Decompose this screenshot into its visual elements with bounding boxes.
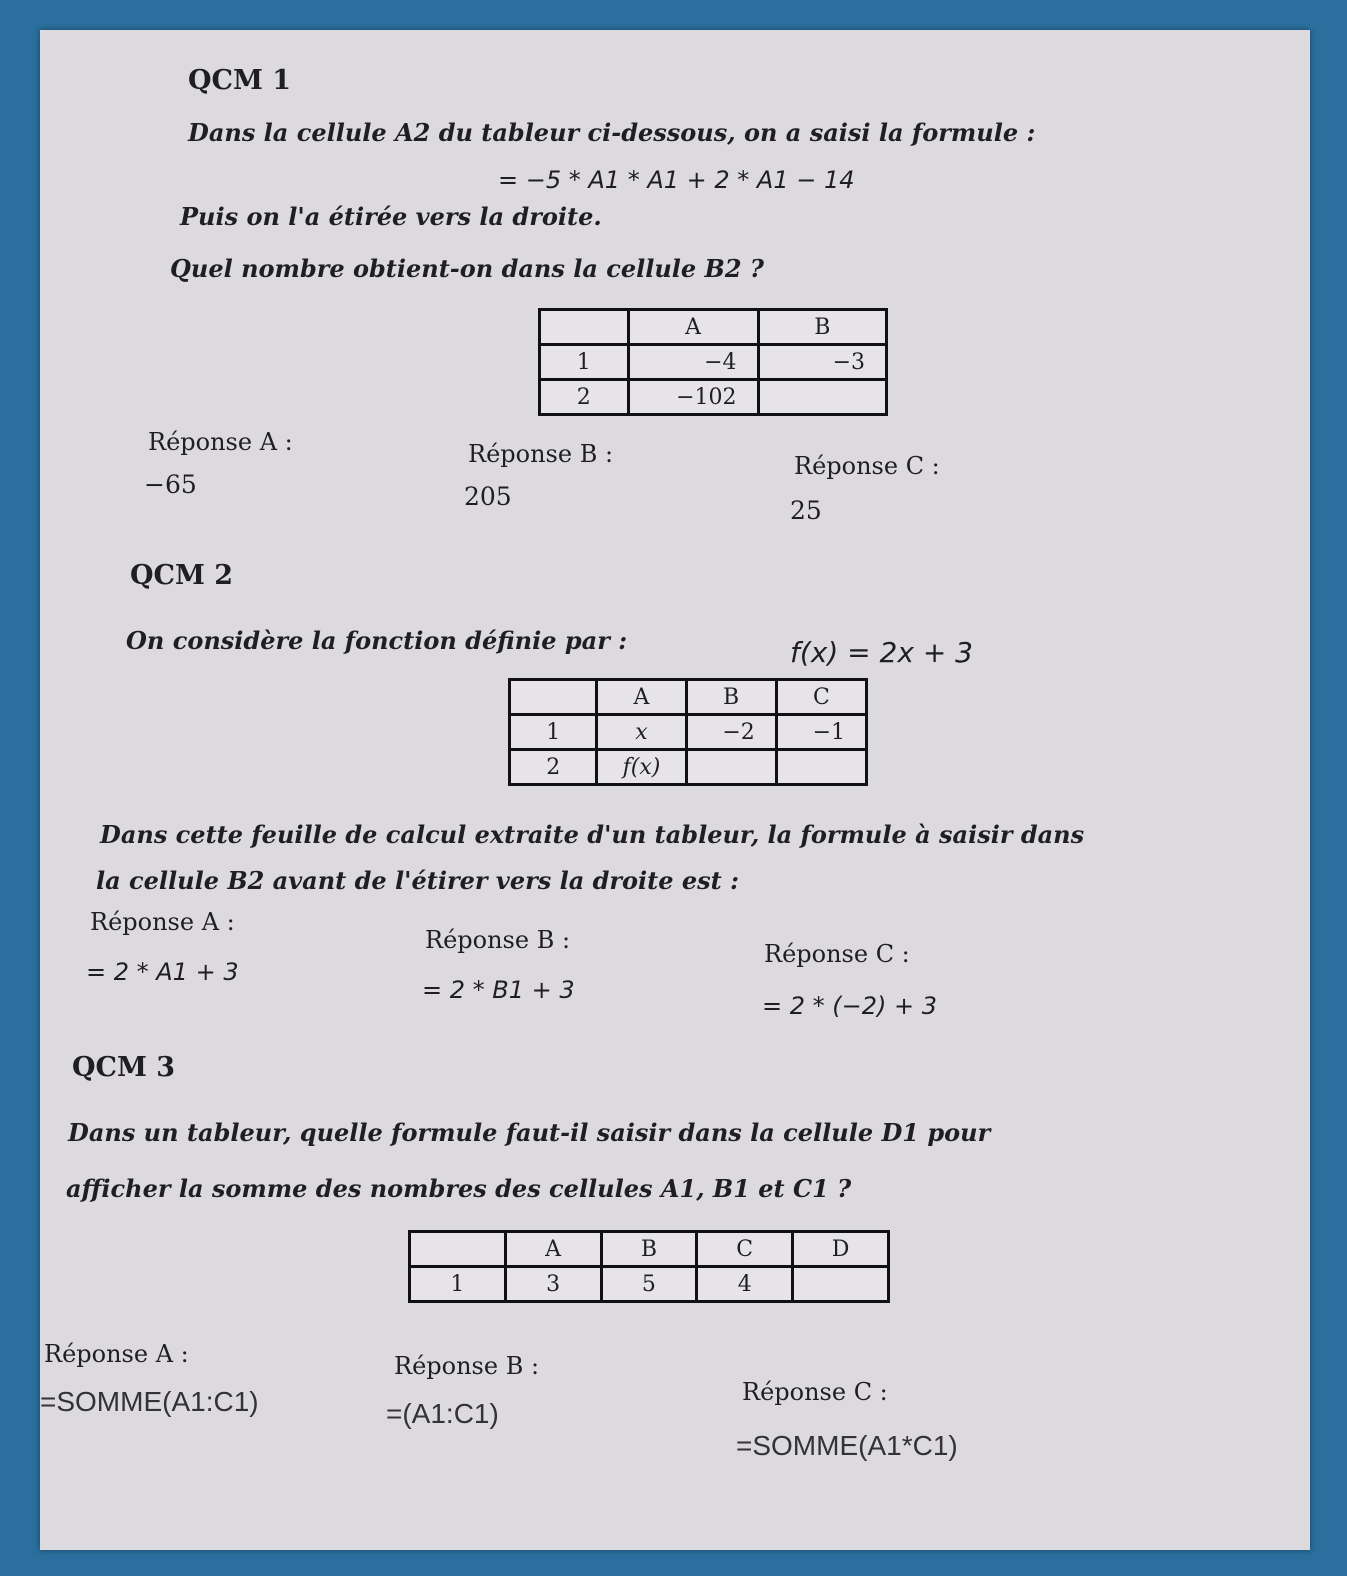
row-header: 1 [540,345,629,380]
qcm1-spreadsheet-table [538,308,888,416]
table-header: A [628,310,758,345]
qcm1-question: Quel nombre obtient-on dans la cellule B2 ? [170,254,764,283]
table-row [510,680,867,715]
table-cell: −1 [776,715,866,750]
row-header: 2 [510,750,597,785]
table-cell: f(x) [597,750,686,785]
table-header: C [697,1232,793,1267]
table-cell: 5 [601,1267,697,1302]
qcm3-answer-a-label: Réponse A : [44,1340,189,1368]
qcm2-spreadsheet-table [508,678,868,786]
table-cell: 4 [697,1267,793,1302]
table-cell [686,750,776,785]
qcm3-answer-c-value: =SOMME(A1*C1) [736,1430,958,1461]
table-cell [510,680,597,715]
qcm3-statement: Dans un tableur, quelle formule faut-il saisir dans la cellule D1 pour [68,1118,991,1147]
qcm2-answer-c-value: = 2 * (−2) + 3 [762,992,938,1020]
qcm3-question: afficher la somme des nombres des cellules A1, B1 et C1 ? [66,1174,852,1203]
qcm1-answer-a-value: −65 [144,470,197,499]
table-cell [758,380,886,415]
qcm2-answer-b-label: Réponse B : [425,926,571,954]
qcm1-answer-c-label: Réponse C : [794,452,940,480]
row-header: 2 [540,380,629,415]
table-cell [793,1267,889,1302]
row-header: 1 [510,715,597,750]
qcm1-title: QCM 1 [188,65,292,96]
table-header: D [793,1232,889,1267]
table-header: B [601,1232,697,1267]
table-header: A [505,1232,601,1267]
qcm2-answer-c-label: Réponse C : [764,940,910,968]
table-cell: −2 [686,715,776,750]
qcm2-function: f(x) = 2x + 3 [790,636,973,669]
qcm2-answer-b-value: = 2 * B1 + 3 [422,976,575,1004]
qcm1-answer-c-value: 25 [790,496,822,525]
qcm2-title: QCM 2 [130,560,234,591]
qcm1-statement-2: Puis on l'a étirée vers la droite. [180,202,602,231]
table-header: B [758,310,886,345]
qcm2-answer-a-label: Réponse A : [90,908,235,936]
qcm1-formula: = −5 * A1 * A1 + 2 * A1 − 14 [498,166,855,194]
qcm1-answer-b-label: Réponse B : [468,440,614,468]
table-cell: −4 [628,345,758,380]
table-row [410,1232,889,1267]
table-cell: x [597,715,686,750]
table-cell [540,310,629,345]
table-cell [410,1232,506,1267]
table-cell [776,750,866,785]
qcm1-answer-b-value: 205 [464,482,512,511]
table-row [540,345,887,380]
table-row [510,715,867,750]
qcm3-title: QCM 3 [72,1052,176,1083]
qcm3-answer-a-value: =SOMME(A1:C1) [40,1386,259,1417]
qcm3-answer-b-label: Réponse B : [394,1352,540,1380]
qcm2-statement-3: la cellule B2 avant de l'étirer vers la droite est : [96,866,739,895]
table-cell: −102 [628,380,758,415]
row-header: 1 [410,1267,506,1302]
table-header: B [686,680,776,715]
table-header: C [776,680,866,715]
qcm3-answer-b-value: =(A1:C1) [386,1398,499,1429]
qcm2-statement: On considère la fonction définie par : [126,626,628,655]
qcm3-answer-c-label: Réponse C : [742,1378,888,1406]
qcm3-spreadsheet-table [408,1230,890,1303]
table-header: A [597,680,686,715]
table-cell: 3 [505,1267,601,1302]
table-row [540,380,887,415]
qcm1-statement: Dans la cellule A2 du tableur ci-dessous, on a saisi la formule : [188,118,1036,147]
table-row [510,750,867,785]
table-row [540,310,887,345]
qcm1-answer-a-label: Réponse A : [148,428,293,456]
table-row [410,1267,889,1302]
qcm2-statement-2: Dans cette feuille de calcul extraite d'un tableur, la formule à saisir dans [100,820,1085,849]
table-cell: −3 [758,345,886,380]
qcm2-answer-a-value: = 2 * A1 + 3 [86,958,239,986]
worksheet-page [40,30,1310,1550]
